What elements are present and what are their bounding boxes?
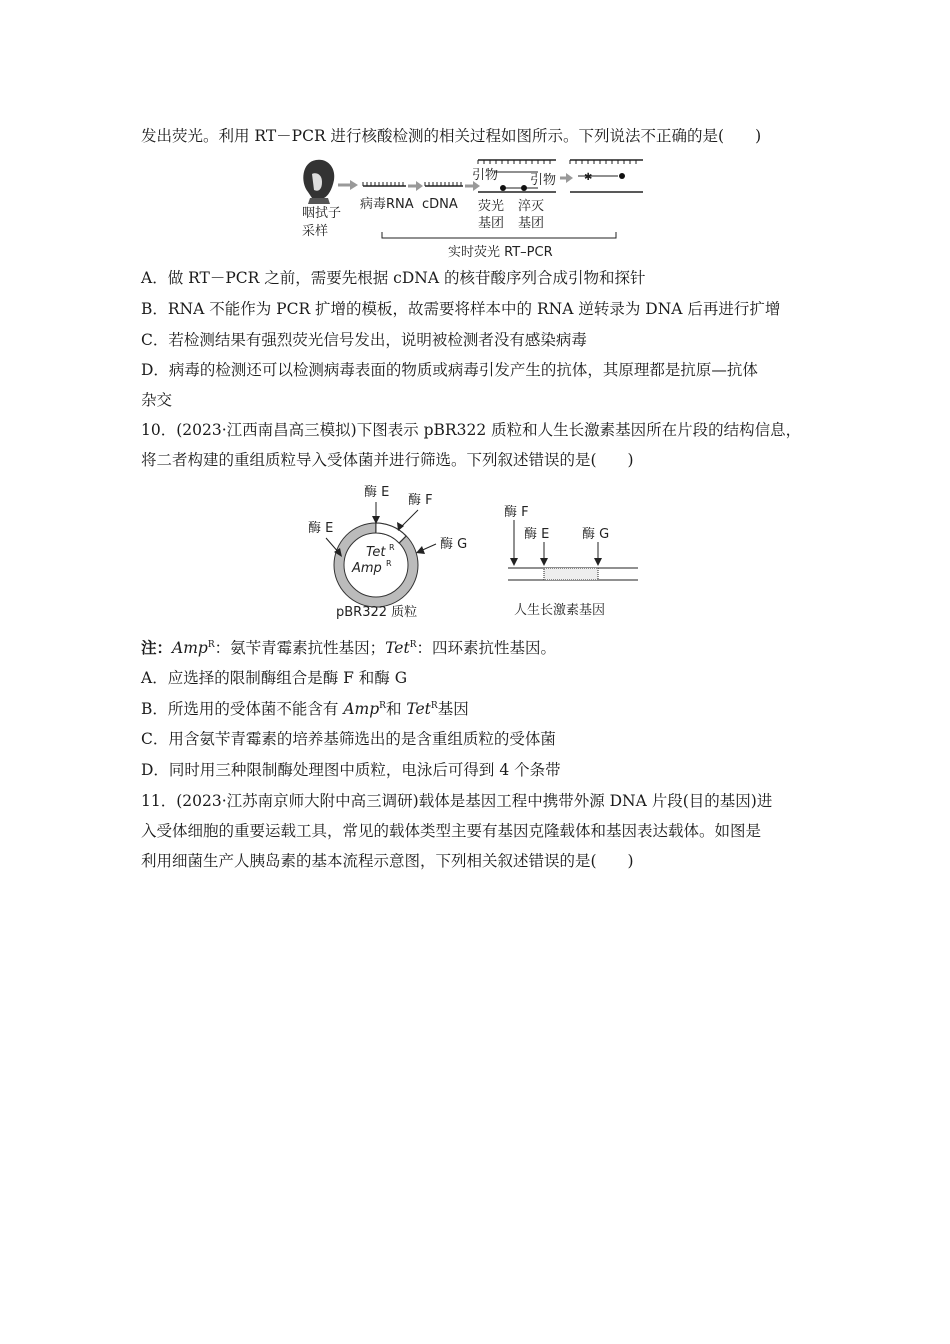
enzyme-g-right: 酶 G: [440, 537, 468, 552]
sampling-label-1: 咽拭子: [302, 206, 342, 221]
svg-text:R: R: [389, 543, 395, 552]
enzyme-e-top: 酶 E: [364, 485, 390, 500]
q9-option-a: A．做 RT－PCR 之前，需要先根据 cDNA 的核苷酸序列合成引物和探针: [141, 269, 646, 287]
q9-option-c: C．若检测结果有强烈荧光信号发出，说明被检测者没有感染病毒: [141, 331, 587, 349]
q9-stem: 发出荧光。利用 RT－PCR 进行核酸检测的相关过程如图所示。下列说法不正确的是( ): [141, 127, 762, 145]
q11-line-1: 11．(2023·江苏南京师大附中高三调研)载体是基因工程中携带外源 DNA 片段(目的基因)进: [141, 792, 773, 810]
svg-text:基团: 基团: [478, 216, 505, 231]
q10-stem-1: 10．(2023·江西南昌高三模拟)下图表示 pBR322 质粒和人生长激素基因所在片段的结构信息，: [141, 421, 802, 439]
q10-stem-2: 将二者构建的重组质粒导入受体菌并进行筛选。下列叙述错误的是( ): [141, 451, 634, 469]
plasmid-caption: pBR322 质粒: [336, 605, 418, 620]
q10-option-c: C．用含氨苄青霉素的培养基筛选出的是含重组质粒的受体菌: [141, 730, 556, 748]
gene-enzyme-g: 酶 G: [582, 527, 610, 542]
q10-option-a: A．应选择的限制酶组合是酶 F 和酶 G: [141, 669, 408, 687]
svg-text:R: R: [386, 559, 392, 568]
q11-line-2: 入受体细胞的重要运载工具，常见的载体类型主要有基因克隆载体和基因表达载体。如图是: [141, 822, 762, 840]
cdna-label: cDNA: [422, 197, 458, 212]
q9-option-b: B．RNA 不能作为 PCR 扩增的模板，故需要将样本中的 RNA 逆转录为 DNA 后再进行扩增: [141, 300, 781, 318]
svg-text:荧光: 荧光: [478, 199, 505, 214]
svg-text:✱: ✱: [584, 172, 593, 183]
q11-line-3: 利用细菌生产人胰岛素的基本流程示意图，下列相关叙述错误的是( ): [141, 852, 634, 870]
q10-note: 注：Amp$^R$：氨苄青霉素抗性基因；Tet$^R$：四环素抗性基因。: [141, 638, 556, 657]
amp-label: Amp: [352, 561, 382, 576]
svg-text:淬灭: 淬灭: [518, 199, 545, 214]
person-swab-icon: [303, 160, 334, 204]
enzyme-e-left: 酶 E: [308, 521, 334, 536]
gene-enzyme-e: 酶 E: [524, 527, 550, 542]
fluor-dot: [500, 185, 506, 191]
enzyme-f-top: 酶 F: [408, 493, 433, 508]
quench-dot: [521, 185, 527, 191]
q10-option-d: D．同时用三种限制酶处理图中质粒，电泳后可得到 4 个条带: [141, 761, 561, 779]
svg-text:基团: 基团: [518, 216, 545, 231]
q9-option-d-cont: 杂交: [141, 391, 173, 409]
gene-enzyme-f: 酶 F: [504, 505, 529, 520]
sampling-label-2: 采样: [302, 224, 329, 239]
rna-label: 病毒RNA: [360, 197, 414, 212]
q10-option-b: B．所选用的受体菌不能含有 Amp$^R$和 Tet$^R$基因: [141, 700, 469, 718]
gene-caption: 人生长激素基因: [514, 603, 606, 618]
primer-label-1: 引物: [472, 168, 499, 183]
rt-pcr-caption: 实时荧光 RT–PCR: [448, 245, 553, 260]
tet-label: Tet: [366, 545, 386, 560]
rt-pcr-figure: [298, 152, 658, 262]
gene-segment: [544, 568, 598, 580]
plasmid-figure: [300, 480, 650, 625]
primer-label-2: 引物: [530, 173, 557, 188]
q9-option-d: D．病毒的检测还可以检测病毒表面的物质或病毒引发产生的抗体，其原理都是抗原—抗体: [141, 361, 758, 379]
